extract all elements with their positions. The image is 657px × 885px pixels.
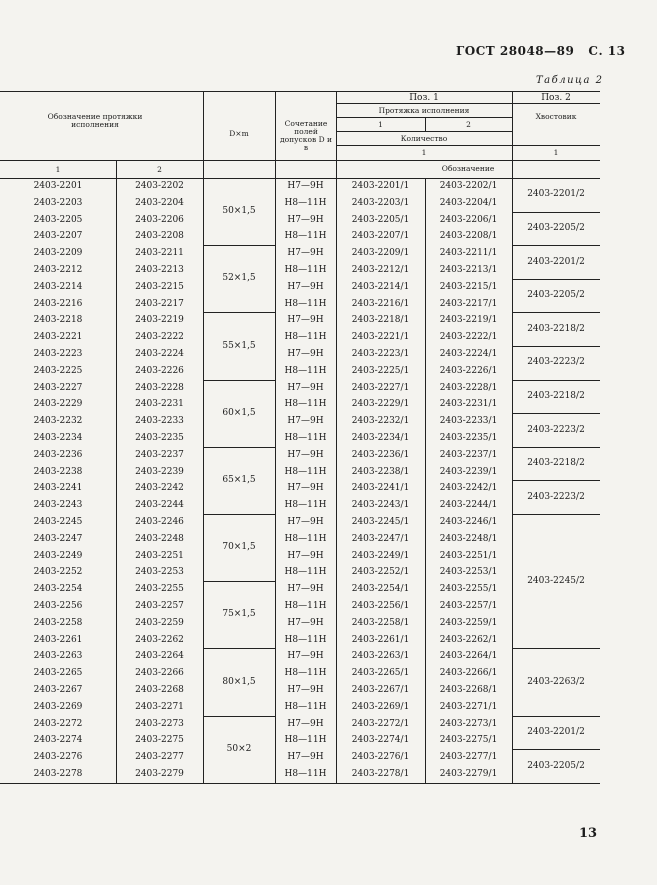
table-cell: 2403-2234/1 [351, 433, 410, 443]
shank-cell: 2403-2218/2 [527, 323, 585, 334]
table-cell: 2403-2238 [33, 466, 83, 477]
table-cell: 2403-2274 [33, 735, 83, 746]
table-cell: H8—11H [284, 701, 327, 712]
table-cell: 2403-2239 [135, 466, 184, 477]
version2-header: 2 [466, 120, 471, 129]
col1-header: 1 [55, 165, 61, 174]
table-cell: 2403-2203/1 [351, 197, 410, 208]
table-cell: 2403-2243 [33, 500, 83, 511]
table-cell: H8—11H [284, 298, 327, 309]
table-cell: 2403-2248 [135, 533, 184, 544]
rule-line [512, 648, 600, 649]
dxm-cell: 75×1,5 [222, 609, 256, 620]
table-cell: 2403-2242 [135, 483, 184, 494]
table-cell: H7—9H [287, 214, 324, 225]
table-cell: 2403-2208/1 [439, 231, 498, 242]
table-cell: 2403-2238/1 [351, 466, 410, 477]
table-cell: 2403-2241 [33, 483, 83, 494]
table-cell: 2403-2203 [33, 197, 83, 208]
rule-line [203, 581, 275, 582]
table-cell: 2403-2267/1 [351, 685, 410, 695]
table-cell: 2403-2246 [135, 517, 184, 527]
designation-short-header: Обозначение [441, 164, 495, 173]
table-cell: H7—9H [287, 483, 324, 494]
table-cell: H7—9H [287, 248, 324, 259]
table-cell: 2403-2227 [33, 382, 83, 393]
table-cell: 2403-2268 [135, 685, 184, 695]
rule-line [512, 716, 600, 717]
table-cell: 2403-2234 [33, 433, 83, 443]
rule-line [512, 480, 600, 481]
table-cell: 2403-2201/1 [351, 181, 410, 191]
qty2-header: 1 [553, 148, 559, 157]
table-cell: 2403-2245 [33, 517, 83, 527]
table-cell: 2403-2208 [135, 231, 184, 242]
table-cell: H7—9H [287, 685, 324, 695]
shank-cell: 2403-2218/2 [527, 390, 585, 401]
table-cell: 2403-2242/1 [439, 483, 498, 494]
table-cell: 2403-2247/1 [351, 533, 410, 544]
table-cell: 2403-2239/1 [439, 466, 498, 477]
table-cell: H8—11H [284, 399, 327, 410]
version1-header: 1 [378, 120, 383, 129]
shank-cell: 2403-2223/2 [527, 357, 585, 368]
table-cell: 2403-2231 [135, 399, 184, 410]
table-cell: 2403-2228 [135, 382, 184, 393]
rule-line [512, 312, 600, 313]
table-cell: 2403-2261/1 [351, 634, 410, 645]
table-cell: H8—11H [284, 466, 327, 477]
pos2-header: Поз. 2 [541, 93, 571, 103]
table-cell: H8—11H [284, 332, 327, 343]
rule-line [512, 245, 600, 246]
table-cell: 2403-2277/1 [439, 752, 498, 763]
table-cell: 2403-2276 [33, 752, 83, 763]
table-cell: 2403-2275/1 [439, 735, 498, 746]
table-cell: 2403-2225/1 [351, 365, 410, 376]
table-cell: 2403-2269 [33, 701, 83, 712]
shank-cell: 2403-2201/2 [527, 256, 585, 267]
dxm-cell: 52×1,5 [222, 273, 256, 284]
table-cell: 2403-2253/1 [439, 567, 498, 578]
shank-cell: 2403-2263/2 [527, 676, 585, 687]
table-cell: 2403-2212 [33, 265, 83, 275]
table-cell: H8—11H [284, 668, 327, 679]
dxm-cell: 55×1,5 [222, 340, 256, 351]
table-cell: 2403-2207 [33, 231, 83, 242]
pos1-header: Поз. 1 [409, 93, 439, 103]
table-cell: H8—11H [284, 197, 327, 208]
table-cell: 2403-2278/1 [351, 769, 410, 779]
table-cell: 2403-2259 [135, 617, 184, 628]
table-cell: 2403-2206 [135, 214, 184, 225]
table-cell: 2403-2248/1 [439, 533, 498, 544]
table-cell: 2403-2255/1 [439, 584, 498, 595]
table-cell: 2403-2254/1 [351, 584, 410, 595]
table-cell: 2403-2279/1 [439, 769, 498, 779]
table-cell: 2403-2266/1 [439, 668, 498, 679]
table-cell: 2403-2258 [33, 617, 83, 628]
table-cell: 2403-2233/1 [439, 416, 498, 427]
rule-line [203, 380, 275, 381]
shank-cell: 2403-2223/2 [527, 491, 585, 502]
table-cell: 2403-2272 [33, 718, 83, 729]
table-cell: H8—11H [284, 533, 327, 544]
shank-cell: 2403-2205/2 [527, 290, 585, 301]
table-cell: 2403-2259/1 [439, 617, 498, 628]
rule-line [203, 312, 275, 313]
table-cell: H7—9H [287, 617, 324, 628]
table-cell: 2403-2228/1 [439, 382, 498, 393]
dxm-cell: 60×1,5 [222, 407, 256, 418]
rule-line [203, 716, 275, 717]
table-cell: 2403-2249 [33, 550, 83, 561]
table-cell: 2403-2215 [135, 281, 184, 292]
table-cell: 2403-2227/1 [351, 382, 410, 393]
table-cell: 2403-2202/1 [439, 181, 498, 191]
page-number: 13 [579, 826, 598, 841]
table-cell: 2403-2263/1 [351, 651, 410, 662]
table-cell: H8—11H [284, 601, 327, 611]
table-cell: 2403-2245/1 [351, 517, 410, 527]
shank-cell: 2403-2245/2 [527, 575, 585, 586]
table-cell: 2403-2229 [33, 399, 83, 410]
rule-line [203, 514, 275, 515]
col2-header: 2 [157, 165, 162, 174]
table-cell: H8—11H [284, 735, 327, 746]
table-cell: 2403-2205/1 [351, 214, 410, 225]
table-cell: 2403-2226/1 [439, 365, 498, 376]
table-cell: 2403-2275 [135, 735, 184, 746]
table-cell: 2403-2264/1 [439, 651, 498, 662]
table-cell: H7—9H [287, 281, 324, 292]
table-cell: H8—11H [284, 500, 327, 511]
dxm-cell: 50×2 [226, 743, 252, 754]
table-cell: 2403-2257 [135, 601, 184, 611]
table-cell: 2403-2256 [33, 601, 83, 611]
table-cell: 2403-2222/1 [439, 332, 498, 343]
table-cell: 2403-2256/1 [351, 601, 410, 611]
table-cell: H7—9H [287, 651, 324, 662]
table-cell: H7—9H [287, 718, 324, 729]
rule-line [0, 160, 600, 161]
table-cell: 2403-2254 [33, 584, 83, 595]
rule-line [512, 749, 600, 750]
table-cell: 2403-2224/1 [439, 349, 498, 359]
table-cell: H7—9H [287, 517, 324, 527]
rule-line [203, 447, 275, 448]
table-cell: 2403-2229/1 [351, 399, 410, 410]
table-cell: H8—11H [284, 567, 327, 578]
table-cell: 2403-2207/1 [351, 231, 410, 242]
table-cell: 2403-2249/1 [351, 550, 410, 561]
table-cell: 2403-2204 [135, 197, 184, 208]
table-cell: 2403-2219 [135, 315, 184, 326]
table-cell: 2403-2226 [135, 365, 184, 376]
table-cell: 2403-2274/1 [351, 735, 410, 746]
table-cell: 2403-2266 [135, 668, 184, 679]
table-cell: 2403-2237/1 [439, 449, 498, 460]
dxm-cell: 50×1,5 [222, 206, 256, 217]
table-cell: 2403-2262 [135, 634, 184, 645]
table-cell: 2403-2237 [135, 449, 184, 460]
fits-header: Сочетание полей допусков D и в [280, 119, 332, 152]
standard-code: ГОСТ 28048—89 [456, 44, 575, 58]
table-cell: 2403-2276/1 [351, 752, 410, 763]
table-cell: 2403-2252/1 [351, 567, 410, 578]
rule-line [512, 380, 600, 381]
table-cell: 2403-2215/1 [439, 281, 498, 292]
table-cell: 2403-2202 [135, 181, 184, 191]
table-cell: H7—9H [287, 382, 324, 393]
table-cell: 2403-2204/1 [439, 197, 498, 208]
dxm-cell: 70×1,5 [222, 542, 256, 553]
table-cell: 2403-2224 [135, 349, 184, 359]
table-cell: H7—9H [287, 181, 324, 191]
table-cell: 2403-2213/1 [439, 265, 498, 275]
shank-cell: 2403-2205/2 [527, 760, 585, 771]
table-cell: 2403-2213 [135, 265, 184, 275]
table-cell: 2403-2232/1 [351, 416, 410, 427]
table-cell: 2403-2221 [33, 332, 83, 343]
table-cell: 2403-2252 [33, 567, 83, 578]
table-cell: 2403-2279 [135, 769, 184, 779]
table-cell: 2403-2225 [33, 365, 83, 376]
table-cell: 2403-2265/1 [351, 668, 410, 679]
table-cell: 2403-2268/1 [439, 685, 498, 695]
table-cell: 2403-2233 [135, 416, 184, 427]
table-cell: 2403-2223/1 [351, 349, 410, 359]
dxm-header: D×m [229, 129, 249, 138]
table-cell: H7—9H [287, 449, 324, 460]
table-cell: H8—11H [284, 634, 327, 645]
table-cell: H8—11H [284, 231, 327, 242]
table-cell: 2403-2211 [135, 248, 184, 259]
table-cell: 2403-2269/1 [351, 701, 410, 712]
table-cell: 2403-2236/1 [351, 449, 410, 460]
shank-cell: 2403-2223/2 [527, 424, 585, 435]
table-cell: 2403-2209 [33, 248, 83, 259]
rule-line [512, 279, 600, 280]
shank-cell: 2403-2218/2 [527, 458, 585, 469]
table-cell: 2403-2231/1 [439, 399, 498, 410]
table-cell: 2403-2273 [135, 718, 184, 729]
table-cell: 2403-2261 [33, 634, 83, 645]
table-cell: 2403-2235/1 [439, 433, 498, 443]
table-cell: 2403-2265 [33, 668, 83, 679]
shank-cell: 2403-2205/2 [527, 222, 585, 233]
rule-line [512, 413, 600, 414]
table-cell: H8—11H [284, 365, 327, 376]
table-cell: H7—9H [287, 550, 324, 561]
rule-line [512, 212, 600, 213]
table-cell: H7—9H [287, 584, 324, 595]
table-cell: 2403-2271 [135, 701, 184, 712]
rule-line [512, 346, 600, 347]
table-cell: 2403-2277 [135, 752, 184, 763]
rule-line [336, 145, 600, 146]
table-cell: 2403-2255 [135, 584, 184, 595]
rule-line [203, 648, 275, 649]
table-cell: H8—11H [284, 265, 327, 275]
table-cell: 2403-2272/1 [351, 718, 410, 729]
table-cell: 2403-2216 [33, 298, 83, 309]
rule-line [336, 117, 512, 118]
table-cell: 2403-2218 [33, 315, 83, 326]
table-cell: 2403-2244/1 [439, 500, 498, 511]
page-header [456, 44, 626, 58]
shank-header: Хвостовик [535, 112, 577, 121]
broach-versions-header: Протяжка исполнения [378, 106, 470, 115]
table-cell: 2403-2211/1 [439, 248, 498, 259]
table-cell: 2403-2264 [135, 651, 184, 662]
table-cell: 2403-2217/1 [439, 298, 498, 309]
table-label: Таблица 2 [536, 75, 604, 86]
rule-line [203, 245, 275, 246]
table-cell: 2403-2218/1 [351, 315, 410, 326]
table-cell: H7—9H [287, 416, 324, 427]
table-cell: 2403-2209/1 [351, 248, 410, 259]
table-cell: 2403-2205 [33, 214, 83, 225]
rule-line [512, 514, 600, 515]
table-cell: H8—11H [284, 433, 327, 443]
table-cell: 2403-2258/1 [351, 617, 410, 628]
table-cell: 2403-2216/1 [351, 298, 410, 309]
shank-cell: 2403-2201/2 [527, 189, 585, 200]
table-cell: 2403-2206/1 [439, 214, 498, 225]
table-cell: 2403-2236 [33, 449, 83, 460]
table-cell: 2403-2223 [33, 349, 83, 359]
table-cell: 2403-2246/1 [439, 517, 498, 527]
page-label: С. 13 [588, 44, 626, 58]
table-cell: 2403-2267 [33, 685, 83, 695]
table-cell: H7—9H [287, 315, 324, 326]
table-cell: 2403-2251/1 [439, 550, 498, 561]
table-cell: H8—11H [284, 769, 327, 779]
table-cell: 2403-2221/1 [351, 332, 410, 343]
table-cell: 2403-2253 [135, 567, 184, 578]
table-cell: 2403-2241/1 [351, 483, 410, 494]
table-cell: 2403-2201 [33, 181, 83, 191]
rule-line [336, 103, 600, 104]
table-cell: 2403-2244 [135, 500, 184, 511]
table-cell: 2403-2232 [33, 416, 83, 427]
dxm-cell: 80×1,5 [222, 676, 256, 687]
qty1-header: 1 [421, 148, 427, 157]
table-cell: 2403-2271/1 [439, 701, 498, 712]
table-cell: 2403-2219/1 [439, 315, 498, 326]
shank-cell: 2403-2201/2 [527, 726, 585, 737]
table-cell: 2403-2222 [135, 332, 184, 343]
table-cell: 2403-2278 [33, 769, 83, 779]
dxm-cell: 65×1,5 [222, 474, 256, 485]
designation-header: Обозначение протяжки исполнения [47, 112, 143, 129]
table-cell: 2403-2243/1 [351, 500, 410, 511]
table-cell: H7—9H [287, 752, 324, 763]
table-cell: 2403-2212/1 [351, 265, 410, 275]
table-cell: 2403-2217 [135, 298, 184, 309]
table-cell: 2403-2247 [33, 533, 83, 544]
table-cell: 2403-2273/1 [439, 718, 498, 729]
rule-line [0, 91, 600, 92]
table-cell: 2403-2251 [135, 550, 184, 561]
table-cell: 2403-2214 [33, 281, 83, 292]
table-cell: 2403-2257/1 [439, 601, 498, 611]
table-cell: 2403-2262/1 [439, 634, 498, 645]
table-cell: 2403-2263 [33, 651, 83, 662]
table-cell: H7—9H [287, 349, 324, 359]
rule-line [336, 131, 512, 132]
rule-line [512, 447, 600, 448]
table-cell: 2403-2235 [135, 433, 184, 443]
table-cell: 2403-2214/1 [351, 281, 410, 292]
quantity-header: Количество [400, 134, 448, 143]
